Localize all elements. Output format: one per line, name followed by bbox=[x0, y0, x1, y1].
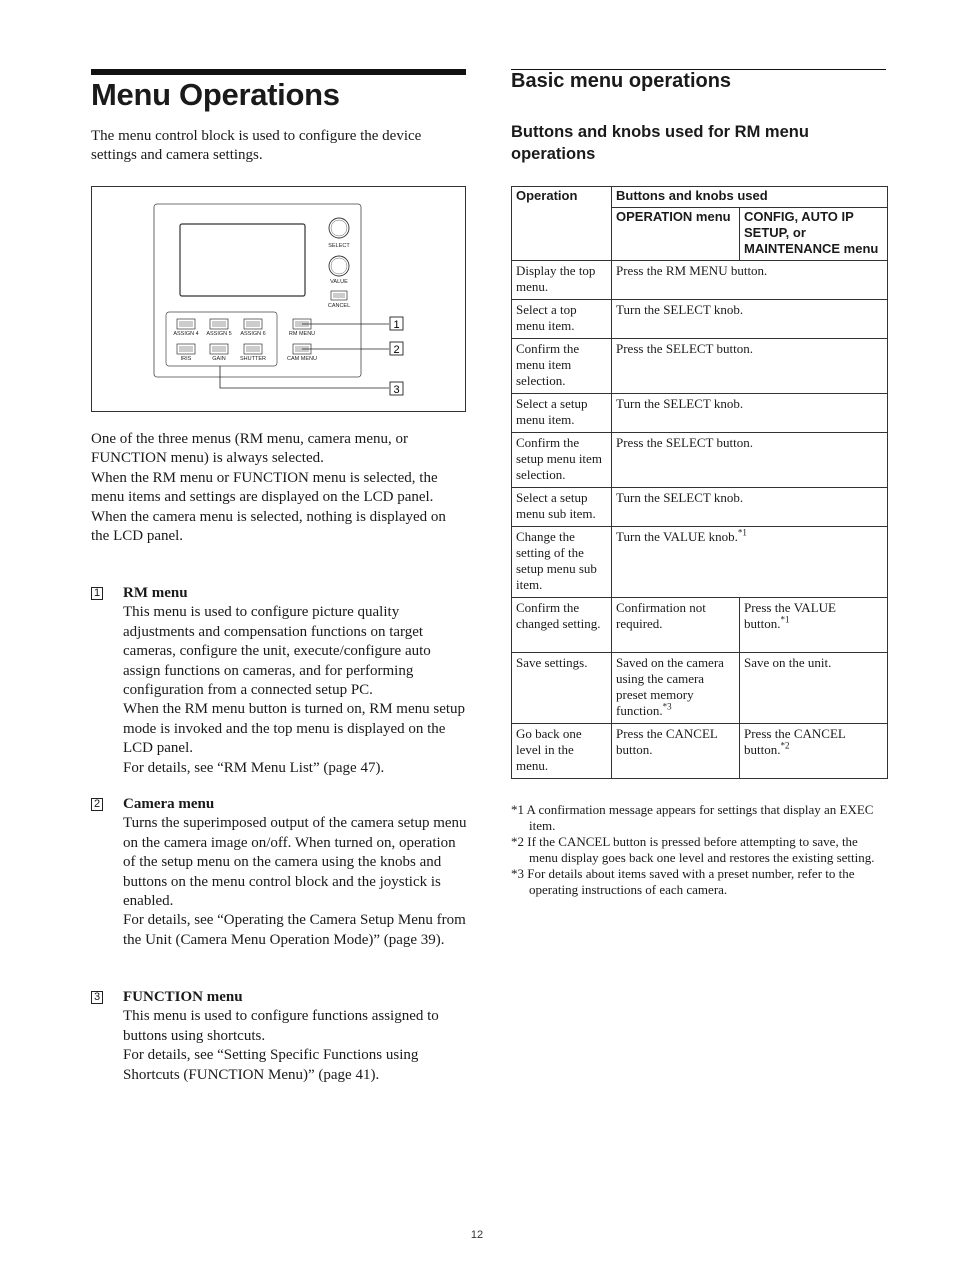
assign5-label: ASSIGN 5 bbox=[206, 331, 232, 337]
item-text: Turns the superimposed output of the camera setup menu on the camera image on/off. When turned on, operation of the setup menu on the camera using the knobs and buttons on the menu control block and the joystick is enabled. bbox=[123, 815, 467, 910]
action-cell bbox=[612, 433, 888, 488]
value-label: VALUE bbox=[330, 279, 348, 285]
title-rule bbox=[91, 69, 466, 75]
operation-cell: Display the top menu. bbox=[512, 261, 612, 300]
action-text: Turn the SELECT knob. bbox=[616, 490, 744, 505]
config-menu-cell bbox=[740, 724, 888, 779]
item-title: FUNCTION menu bbox=[123, 989, 243, 1005]
paragraph: When the camera menu is selected, nothing is displayed on the LCD panel. bbox=[91, 508, 446, 545]
select-knob bbox=[329, 218, 349, 238]
item-text: For details, see “RM Menu List” (page 47). bbox=[123, 759, 385, 776]
cancel-label: CANCEL bbox=[327, 303, 351, 309]
footnote-ref: *2 bbox=[780, 740, 790, 751]
action-text: Press the RM MENU button. bbox=[616, 263, 768, 278]
page-number: 12 bbox=[470, 1229, 484, 1241]
list-item-camera-menu bbox=[91, 795, 471, 950]
table-row bbox=[512, 488, 888, 527]
operation-cell: Select a top menu item. bbox=[512, 300, 612, 339]
action-cell bbox=[612, 488, 888, 527]
footnote: *2 If the CANCEL button is pressed before attempting to save, the menu display goes back one level and restores the existing setting. bbox=[511, 834, 875, 865]
header-config-menu: CONFIG, AUTO IP SETUP, or MAINTENANCE menu bbox=[740, 208, 888, 261]
action-cell bbox=[612, 339, 888, 394]
table-row bbox=[512, 261, 888, 300]
item-text: This menu is used to configure functions assigned to buttons using shortcuts. bbox=[123, 1008, 439, 1044]
paragraph: One of the three menus (RM menu, camera menu, or FUNCTION menu) is always selected. bbox=[91, 431, 408, 467]
action-text: Press the VALUE button. bbox=[744, 600, 836, 631]
operations-table bbox=[511, 186, 888, 779]
footnotes bbox=[511, 802, 887, 898]
paragraph: When the RM menu or FUNCTION menu is selected, the menu items and settings are displayed on the LCD panel. bbox=[91, 469, 438, 506]
action-cell bbox=[612, 394, 888, 433]
page-title: Menu Operations bbox=[91, 77, 340, 112]
operation-cell: Select a setup menu item. bbox=[512, 394, 612, 433]
item-title: RM menu bbox=[123, 585, 188, 601]
action-text: Press the SELECT button. bbox=[616, 435, 753, 450]
section-heading: Basic menu operations bbox=[511, 70, 732, 92]
item-text: For details, see “Setting Specific Functions using Shortcuts (FUNCTION Menu)” (page 41). bbox=[123, 1047, 419, 1083]
table-row bbox=[512, 724, 888, 779]
gain-label: GAIN bbox=[212, 356, 226, 362]
action-text: Turn the SELECT knob. bbox=[616, 396, 744, 411]
item-number-box: 1 bbox=[91, 587, 103, 600]
footnote: *1 A confirmation message appears for settings that display an EXEC item. bbox=[511, 802, 874, 833]
operation-cell: Save settings. bbox=[512, 653, 612, 724]
operation-menu-cell bbox=[612, 598, 740, 653]
operation-cell: Change the setting of the setup menu sub item. bbox=[512, 527, 612, 598]
action-text: Confirmation not required. bbox=[616, 600, 706, 631]
table-row bbox=[512, 653, 888, 724]
action-cell bbox=[612, 261, 888, 300]
lcd-panel bbox=[180, 224, 305, 296]
list-item-function-menu bbox=[91, 988, 471, 1085]
action-cell bbox=[612, 300, 888, 339]
select-label: SELECT bbox=[328, 243, 350, 249]
operation-cell: Select a setup menu sub item. bbox=[512, 488, 612, 527]
action-text: Press the CANCEL button. bbox=[744, 726, 846, 757]
item-number-box: 2 bbox=[91, 798, 103, 811]
operation-cell: Go back one level in the menu. bbox=[512, 724, 612, 779]
action-cell bbox=[612, 527, 888, 598]
rm-menu-label: RM MENU bbox=[288, 331, 316, 337]
item-text: When the RM menu button is turned on, RM menu setup mode is invoked and the top menu is displayed on the LCD panel. bbox=[123, 701, 466, 757]
config-menu-cell bbox=[740, 653, 888, 724]
table-row bbox=[512, 300, 888, 339]
table-row bbox=[512, 527, 888, 598]
menu-control-block-figure bbox=[91, 186, 466, 412]
header-buttons: Buttons and knobs used bbox=[612, 187, 888, 208]
assign6-label: ASSIGN 6 bbox=[240, 331, 266, 337]
header-operation-menu: OPERATION menu bbox=[612, 208, 740, 261]
operation-cell: Confirm the changed setting. bbox=[512, 598, 612, 653]
value-knob bbox=[329, 256, 349, 276]
callout-1: 1 bbox=[393, 319, 400, 331]
shutter-label: SHUTTER bbox=[240, 356, 266, 362]
operation-menu-cell bbox=[612, 724, 740, 779]
action-text: Press the SELECT button. bbox=[616, 341, 753, 356]
config-menu-cell bbox=[740, 598, 888, 653]
table-row bbox=[512, 598, 888, 653]
list-item-rm-menu bbox=[91, 584, 471, 778]
table-row bbox=[512, 433, 888, 488]
item-text: This menu is used to configure picture quality adjustments and compensation functions on target cameras, configure the unit, execute/configure auto assign functions on cameras, and for performing configuration from a connected setup PC. bbox=[123, 604, 431, 699]
table-row bbox=[512, 339, 888, 394]
action-text: Turn the VALUE knob. bbox=[616, 529, 738, 544]
control-panel-illustration bbox=[92, 187, 467, 413]
footnote-ref: *1 bbox=[780, 614, 790, 625]
callout-3: 3 bbox=[393, 384, 400, 396]
header-operation: Operation bbox=[512, 187, 612, 261]
menu-selection-description bbox=[91, 430, 466, 546]
footnote-ref: *1 bbox=[737, 527, 747, 538]
callout-2: 2 bbox=[393, 344, 400, 356]
operation-menu-cell bbox=[612, 653, 740, 724]
action-text: Turn the SELECT knob. bbox=[616, 302, 744, 317]
item-text: For details, see “Operating the Camera Setup Menu from the Unit (Camera Menu Operation Mode)” (page 39). bbox=[123, 912, 466, 948]
intro-paragraph: The menu control block is used to configure the device settings and camera settings. bbox=[91, 128, 422, 164]
footnote: *3 For details about items saved with a preset number, refer to the operating instructions of each camera. bbox=[511, 866, 855, 897]
action-text: Save on the unit. bbox=[744, 655, 832, 670]
item-number-box: 3 bbox=[91, 991, 103, 1004]
footnote-ref: *3 bbox=[662, 701, 672, 712]
table-row bbox=[512, 394, 888, 433]
cam-menu-label: CAM MENU bbox=[287, 356, 317, 362]
action-text: Saved on the camera using the camera preset memory function. bbox=[616, 655, 724, 718]
item-title: Camera menu bbox=[123, 796, 215, 812]
operation-cell: Confirm the setup menu item selection. bbox=[512, 433, 612, 488]
action-text: Press the CANCEL button. bbox=[616, 726, 718, 757]
subsection-heading: Buttons and knobs used for RM menu operations bbox=[511, 123, 809, 163]
operation-cell: Confirm the menu item selection. bbox=[512, 339, 612, 394]
iris-label: IRIS bbox=[180, 356, 192, 362]
assign4-label: ASSIGN 4 bbox=[173, 331, 199, 337]
